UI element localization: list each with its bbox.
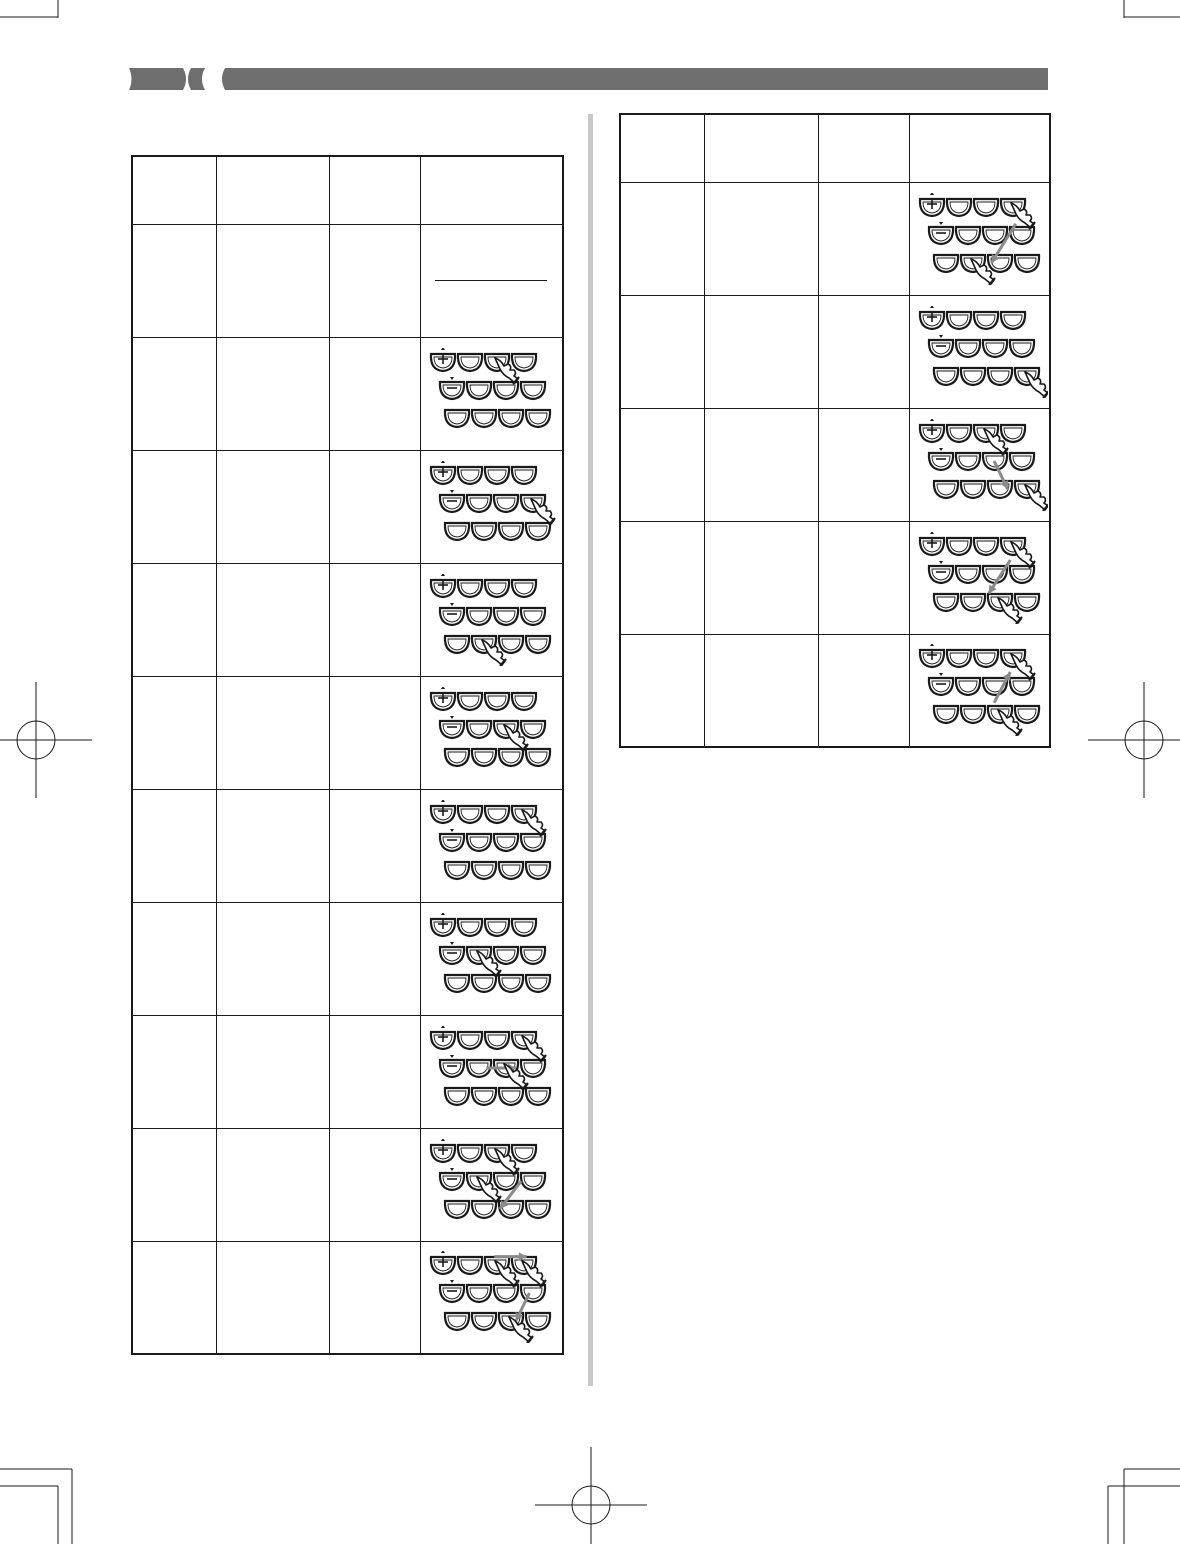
pad-button-icon bbox=[471, 1088, 495, 1105]
table-cell bbox=[216, 902, 329, 1015]
pad-button-icon bbox=[973, 312, 997, 329]
table-row bbox=[132, 450, 563, 563]
pad-button-icon bbox=[520, 382, 544, 399]
header-cell bbox=[704, 114, 818, 182]
pad-button-icon bbox=[444, 1201, 468, 1218]
table-cell bbox=[620, 634, 704, 747]
pad-button-icon bbox=[928, 453, 952, 470]
table-row bbox=[620, 634, 1050, 747]
diagram-cell bbox=[420, 563, 563, 676]
pad-button-icon bbox=[973, 650, 997, 667]
section-header-bar bbox=[127, 68, 1048, 90]
button-pad-diagram bbox=[423, 1139, 559, 1231]
pad-button-icon bbox=[498, 523, 522, 540]
pad-button-icon bbox=[946, 199, 970, 216]
header-cell bbox=[420, 156, 563, 224]
button-pad-diagram bbox=[423, 687, 559, 779]
table-cell bbox=[329, 789, 420, 902]
pad-button-icon bbox=[946, 538, 970, 555]
table-cell bbox=[704, 521, 818, 634]
pad-button-icon bbox=[1009, 453, 1033, 470]
registration-mark-icon bbox=[1088, 682, 1180, 798]
diagram-cell bbox=[420, 1128, 563, 1241]
pad-button-icon bbox=[933, 594, 957, 611]
pad-button-icon bbox=[444, 1088, 468, 1105]
header-cell bbox=[818, 114, 909, 182]
table-cell bbox=[216, 1015, 329, 1128]
pad-button-icon bbox=[1009, 678, 1033, 695]
table-cell bbox=[132, 789, 216, 902]
table-cell bbox=[704, 408, 818, 521]
table-row bbox=[132, 1015, 563, 1128]
pad-button-icon bbox=[525, 975, 549, 992]
pad-button-icon bbox=[525, 410, 549, 427]
pad-button-icon bbox=[484, 580, 508, 597]
pad-button-icon bbox=[525, 523, 549, 540]
table-row bbox=[132, 902, 563, 1015]
pad-button-icon bbox=[439, 382, 463, 399]
pad-button-icon bbox=[493, 382, 517, 399]
table-cell bbox=[329, 337, 420, 450]
pad-button-icon bbox=[457, 354, 481, 371]
pad-button-icon bbox=[1014, 706, 1038, 723]
pad-button-icon bbox=[525, 1088, 549, 1105]
registration-mark-icon bbox=[0, 682, 92, 798]
table-row bbox=[132, 337, 563, 450]
pad-button-icon bbox=[982, 340, 1006, 357]
pad-button-icon bbox=[520, 1285, 544, 1302]
table-cell bbox=[818, 408, 909, 521]
button-pad-diagram bbox=[423, 348, 559, 440]
pad-button-icon bbox=[928, 340, 952, 357]
pad-button-icon bbox=[520, 834, 544, 851]
table-cell bbox=[216, 1241, 329, 1354]
pad-button-icon bbox=[1009, 340, 1033, 357]
diagram-cell bbox=[420, 789, 563, 902]
table-cell bbox=[329, 676, 420, 789]
pad-button-icon bbox=[933, 481, 957, 498]
table-cell bbox=[132, 676, 216, 789]
table-row bbox=[620, 521, 1050, 634]
table-cell bbox=[132, 1241, 216, 1354]
table-cell bbox=[132, 563, 216, 676]
pad-button-icon bbox=[520, 608, 544, 625]
pad-button-icon bbox=[1014, 255, 1038, 272]
table-row bbox=[132, 563, 563, 676]
table-cell bbox=[704, 182, 818, 295]
button-pad-diagram bbox=[912, 532, 1048, 624]
column-separator bbox=[588, 114, 593, 1386]
table-row bbox=[620, 295, 1050, 408]
pad-button-icon bbox=[1009, 566, 1033, 583]
table-cell bbox=[216, 450, 329, 563]
diagram-cell bbox=[420, 1241, 563, 1354]
table-cell bbox=[704, 295, 818, 408]
button-pad-diagram bbox=[912, 644, 1048, 736]
pad-button-icon bbox=[520, 947, 544, 964]
pad-button-icon bbox=[511, 1145, 535, 1162]
pad-button-icon bbox=[933, 368, 957, 385]
pad-button-icon bbox=[1000, 425, 1024, 442]
pad-button-icon bbox=[484, 467, 508, 484]
table-cell bbox=[620, 521, 704, 634]
pad-button-icon bbox=[444, 636, 468, 653]
pad-button-icon bbox=[928, 678, 952, 695]
pad-button-icon bbox=[498, 636, 522, 653]
pad-button-icon bbox=[471, 410, 495, 427]
button-pad-diagram bbox=[912, 306, 1048, 398]
table-cell bbox=[216, 337, 329, 450]
pad-button-icon bbox=[457, 1257, 481, 1274]
pad-button-icon bbox=[960, 481, 984, 498]
pad-button-icon bbox=[498, 749, 522, 766]
table-cell bbox=[329, 563, 420, 676]
pad-button-icon bbox=[439, 608, 463, 625]
pad-button-icon bbox=[493, 495, 517, 512]
pad-button-icon bbox=[511, 354, 535, 371]
pad-button-icon bbox=[960, 706, 984, 723]
pad-button-icon bbox=[457, 693, 481, 710]
table-cell bbox=[132, 902, 216, 1015]
pad-button-icon bbox=[457, 919, 481, 936]
table-cell bbox=[620, 295, 704, 408]
table-row bbox=[132, 676, 563, 789]
button-pad-diagram bbox=[423, 574, 559, 666]
table-cell bbox=[818, 295, 909, 408]
header-cell bbox=[132, 156, 216, 224]
table-cell bbox=[132, 450, 216, 563]
button-pad-diagram bbox=[912, 193, 1048, 285]
right-fingering-table bbox=[619, 113, 1051, 748]
pad-button-icon bbox=[928, 566, 952, 583]
table-cell bbox=[132, 1015, 216, 1128]
pad-button-icon bbox=[444, 1313, 468, 1330]
header-cell bbox=[620, 114, 704, 182]
pad-button-icon bbox=[493, 947, 517, 964]
pad-button-icon bbox=[471, 523, 495, 540]
table-cell bbox=[620, 182, 704, 295]
pad-button-icon bbox=[933, 255, 957, 272]
pad-button-icon bbox=[955, 678, 979, 695]
diagram-cell bbox=[909, 634, 1050, 747]
pad-button-icon bbox=[439, 947, 463, 964]
pad-button-icon bbox=[525, 1313, 549, 1330]
pad-button-icon bbox=[484, 806, 508, 823]
table-cell bbox=[216, 563, 329, 676]
table-cell bbox=[329, 224, 420, 337]
pad-button-icon bbox=[466, 1285, 490, 1302]
pad-button-icon bbox=[928, 227, 952, 244]
pad-button-icon bbox=[484, 693, 508, 710]
table-header-row bbox=[132, 156, 563, 224]
button-pad-diagram bbox=[423, 461, 559, 553]
table-cell bbox=[132, 224, 216, 337]
pad-button-icon bbox=[987, 255, 1011, 272]
table-cell bbox=[132, 1128, 216, 1241]
pad-button-icon bbox=[955, 453, 979, 470]
table-cell bbox=[329, 1015, 420, 1128]
table-cell bbox=[132, 337, 216, 450]
pad-button-icon bbox=[466, 382, 490, 399]
pad-button-icon bbox=[955, 566, 979, 583]
pad-button-icon bbox=[471, 1313, 495, 1330]
diagram-cell bbox=[420, 676, 563, 789]
button-pad-diagram bbox=[423, 1251, 559, 1343]
pad-button-icon bbox=[498, 1088, 522, 1105]
pad-button-icon bbox=[946, 425, 970, 442]
diagram-cell bbox=[909, 408, 1050, 521]
table-row bbox=[620, 182, 1050, 295]
pad-button-icon bbox=[955, 227, 979, 244]
diagram-cell bbox=[420, 902, 563, 1015]
pad-button-icon bbox=[1000, 312, 1024, 329]
diagram-cell bbox=[909, 521, 1050, 634]
left-fingering-table bbox=[131, 155, 564, 1355]
pad-button-icon bbox=[444, 523, 468, 540]
pad-button-icon bbox=[520, 1060, 544, 1077]
table-cell bbox=[329, 1241, 420, 1354]
table-cell bbox=[216, 1128, 329, 1241]
table-cell bbox=[704, 634, 818, 747]
diagram-cell bbox=[420, 224, 563, 337]
pad-button-icon bbox=[457, 1145, 481, 1162]
pad-button-icon bbox=[511, 467, 535, 484]
pad-button-icon bbox=[466, 495, 490, 512]
pad-button-icon bbox=[525, 749, 549, 766]
pad-button-icon bbox=[457, 806, 481, 823]
pad-button-icon bbox=[955, 340, 979, 357]
pad-button-icon bbox=[973, 199, 997, 216]
pad-button-icon bbox=[525, 636, 549, 653]
pad-button-icon bbox=[444, 862, 468, 879]
diagram-cell bbox=[420, 337, 563, 450]
header-cell bbox=[329, 156, 420, 224]
pad-button-icon bbox=[444, 749, 468, 766]
pad-button-icon bbox=[511, 580, 535, 597]
pad-button-icon bbox=[457, 1032, 481, 1049]
pad-button-icon bbox=[511, 919, 535, 936]
pad-button-icon bbox=[471, 862, 495, 879]
registration-mark-icon bbox=[535, 1447, 647, 1544]
pad-button-icon bbox=[466, 834, 490, 851]
pad-button-icon bbox=[498, 862, 522, 879]
pad-button-icon bbox=[933, 706, 957, 723]
pad-button-icon bbox=[484, 919, 508, 936]
pad-button-icon bbox=[493, 834, 517, 851]
pad-button-icon bbox=[457, 467, 481, 484]
pad-button-icon bbox=[987, 368, 1011, 385]
pad-button-icon bbox=[439, 1285, 463, 1302]
button-pad-diagram bbox=[423, 913, 559, 1005]
pad-button-icon bbox=[946, 650, 970, 667]
pad-button-icon bbox=[946, 312, 970, 329]
button-pad-diagram bbox=[423, 800, 559, 892]
header-cell bbox=[909, 114, 1050, 182]
pad-button-icon bbox=[498, 975, 522, 992]
pad-button-icon bbox=[444, 410, 468, 427]
pad-button-icon bbox=[484, 1032, 508, 1049]
table-cell bbox=[818, 521, 909, 634]
pad-button-icon bbox=[987, 481, 1011, 498]
pad-button-icon bbox=[471, 975, 495, 992]
table-row bbox=[620, 408, 1050, 521]
pad-button-icon bbox=[525, 1201, 549, 1218]
table-cell bbox=[329, 450, 420, 563]
table-cell bbox=[329, 902, 420, 1015]
table-cell bbox=[818, 182, 909, 295]
pad-button-icon bbox=[439, 1173, 463, 1190]
pad-button-icon bbox=[973, 538, 997, 555]
pad-button-icon bbox=[471, 1201, 495, 1218]
table-cell bbox=[620, 408, 704, 521]
table-row bbox=[132, 789, 563, 902]
pad-button-icon bbox=[511, 693, 535, 710]
pad-button-icon bbox=[525, 862, 549, 879]
pad-button-icon bbox=[960, 368, 984, 385]
pad-button-icon bbox=[466, 608, 490, 625]
pad-button-icon bbox=[457, 580, 481, 597]
diagram-cell bbox=[420, 450, 563, 563]
pad-button-icon bbox=[439, 1060, 463, 1077]
table-header-row bbox=[620, 114, 1050, 182]
pad-button-icon bbox=[493, 608, 517, 625]
table-cell bbox=[216, 676, 329, 789]
pad-button-icon bbox=[439, 834, 463, 851]
table-row bbox=[132, 1128, 563, 1241]
table-row bbox=[132, 224, 563, 337]
button-pad-diagram bbox=[423, 1026, 559, 1118]
pad-button-icon bbox=[439, 721, 463, 738]
diagram-cell bbox=[909, 182, 1050, 295]
pad-button-icon bbox=[466, 721, 490, 738]
table-cell bbox=[329, 1128, 420, 1241]
table-cell bbox=[216, 789, 329, 902]
pad-button-icon bbox=[444, 975, 468, 992]
button-pad-diagram bbox=[912, 419, 1048, 511]
header-cell bbox=[216, 156, 329, 224]
pad-button-icon bbox=[439, 495, 463, 512]
pad-button-icon bbox=[498, 410, 522, 427]
diagram-cell bbox=[909, 295, 1050, 408]
pad-button-icon bbox=[960, 594, 984, 611]
pad-button-icon bbox=[493, 1285, 517, 1302]
pad-button-icon bbox=[520, 1173, 544, 1190]
pad-button-icon bbox=[1014, 594, 1038, 611]
diagram-cell bbox=[420, 1015, 563, 1128]
blank-answer-line bbox=[435, 280, 547, 281]
table-row bbox=[132, 1241, 563, 1354]
pad-button-icon bbox=[520, 721, 544, 738]
pad-button-icon bbox=[471, 749, 495, 766]
table-cell bbox=[216, 224, 329, 337]
table-cell bbox=[818, 634, 909, 747]
